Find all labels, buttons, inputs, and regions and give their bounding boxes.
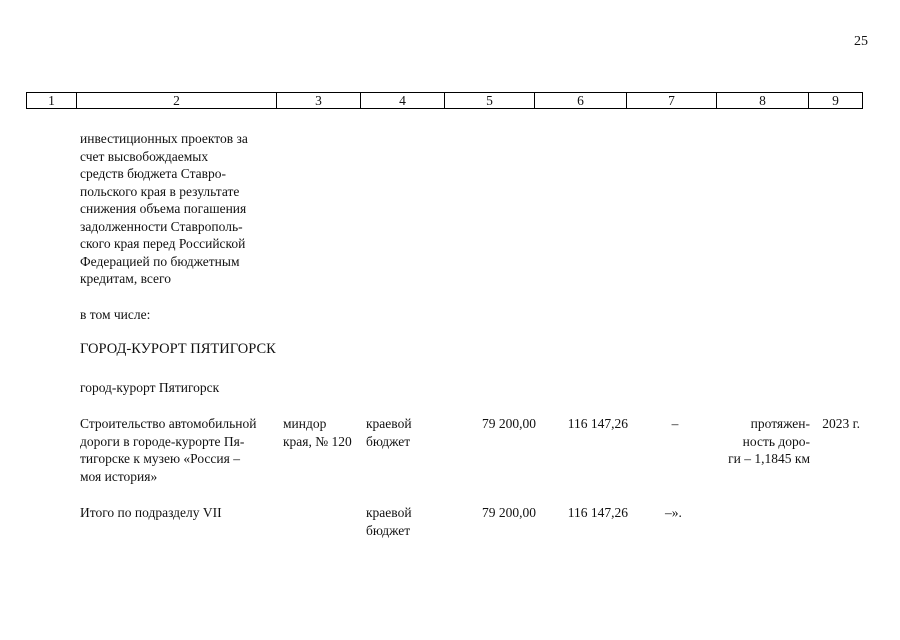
including-label: в том числе: bbox=[80, 307, 151, 322]
amount-col6: 116 147,26 bbox=[567, 416, 628, 431]
project-name bbox=[80, 415, 278, 485]
section-intro-text bbox=[80, 130, 268, 288]
intro-line: кредитам, всего bbox=[80, 271, 171, 286]
value-col7: – bbox=[671, 416, 679, 431]
funding-source bbox=[366, 415, 436, 450]
project-name-line: тигорске к музею «Россия – bbox=[80, 451, 240, 466]
project-name-line: моя история» bbox=[80, 468, 158, 484]
subtotal-funding-line: бюджет bbox=[366, 522, 411, 538]
funding-source-line: краевой bbox=[366, 416, 412, 431]
responsible-body-line: миндор bbox=[283, 416, 327, 431]
column-number-3: 3 bbox=[277, 93, 361, 109]
funding-source-line: бюджет bbox=[366, 433, 411, 449]
subtotal-col6: 116 147,26 bbox=[567, 505, 628, 520]
project-name-line: Строительство автомобильной bbox=[80, 416, 257, 431]
column-number-5: 5 bbox=[445, 93, 535, 109]
column-number-header bbox=[26, 92, 863, 109]
subtotal-funding-line: краевой bbox=[366, 505, 412, 520]
capacity-line: протяжен- bbox=[750, 416, 810, 431]
intro-line: средств бюджета Ставро- bbox=[80, 166, 227, 181]
column-number-4: 4 bbox=[361, 93, 445, 109]
completion-year: 2023 г. bbox=[822, 416, 860, 431]
project-name-line: дороги в городе-курорте Пя- bbox=[80, 433, 245, 449]
municipality-heading: ГОРОД-КУРОРТ ПЯТИГОРСК bbox=[80, 341, 276, 357]
amount-col5: 79 200,00 bbox=[482, 416, 536, 431]
intro-line: снижения объема погашения bbox=[80, 201, 247, 216]
capacity-line: ги – 1,1845 км bbox=[728, 451, 810, 466]
responsible-body-line: края, № 120 bbox=[283, 433, 352, 449]
subtotal-label: Итого по подразделу VII bbox=[80, 505, 222, 520]
subtotal-col7: –». bbox=[665, 505, 682, 520]
intro-line: счет высвобождаемых bbox=[80, 148, 209, 164]
responsible-body bbox=[283, 415, 363, 450]
intro-line: Федерацией по бюджетным bbox=[80, 253, 240, 269]
capacity-description bbox=[708, 415, 810, 468]
page-number: 25 bbox=[854, 34, 868, 49]
column-number-1: 1 bbox=[27, 93, 77, 109]
intro-line: задолженности Ставрополь- bbox=[80, 218, 243, 234]
capacity-line: ность доро- bbox=[742, 433, 810, 449]
column-number-8: 8 bbox=[717, 93, 809, 109]
intro-line: ского края перед Российской bbox=[80, 236, 246, 251]
intro-line: инвестиционных проектов за bbox=[80, 131, 248, 146]
column-number-6: 6 bbox=[535, 93, 627, 109]
intro-line: польского края в результате bbox=[80, 183, 240, 199]
column-number-2: 2 bbox=[77, 93, 277, 109]
column-number-9: 9 bbox=[809, 93, 863, 109]
subtotal-col5: 79 200,00 bbox=[482, 505, 536, 520]
column-number-7: 7 bbox=[627, 93, 717, 109]
subtotal-funding-source bbox=[366, 504, 436, 539]
municipality-subheading: город-курорт Пятигорск bbox=[80, 380, 220, 395]
